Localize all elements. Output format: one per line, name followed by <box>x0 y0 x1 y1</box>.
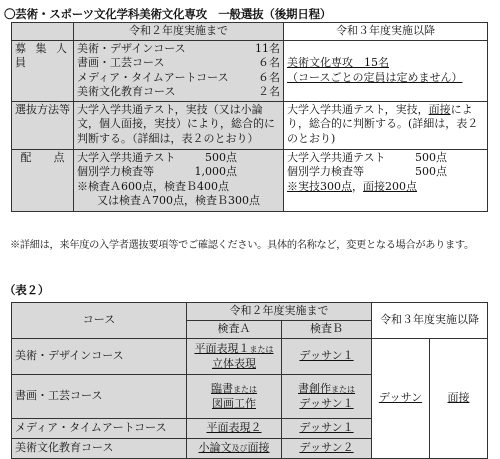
points-item: 大学入学共通テスト 500点 <box>77 150 237 164</box>
course-name: 書画・工芸コース <box>12 375 187 419</box>
exam-a-cell: 小論文及び面接 <box>187 439 282 459</box>
points-note: ※検査Ａ600点，検査Ｂ400点 <box>77 179 229 193</box>
course-name: 美術・デザインコース <box>12 339 187 375</box>
exam-b-cell: デッサン１ <box>282 339 372 375</box>
points-row <box>12 149 488 211</box>
header-r3: 令和３年度実施以降 <box>372 303 488 339</box>
selection-comparison-table <box>11 22 488 212</box>
points-note-alt: 又は検査Ａ700点，検査Ｂ300点 <box>97 194 260 207</box>
table-header-row <box>12 23 488 41</box>
points-item: 大学入学共通テスト 500点 <box>287 150 447 164</box>
exam-b-cell: 書創作または デッサン１ <box>282 375 372 419</box>
method-label: 選抜方法等 <box>12 101 74 149</box>
points-item: 個別学力検査等 1,000点 <box>77 165 237 178</box>
footnote: ※詳細は，来年度の入学者選抜要項等でご確認ください。具体的名称など，変更となる場合があります。 <box>10 240 474 251</box>
header-r3: 令和３年度実施以降 <box>284 23 488 41</box>
r3-exam-a-cell: デッサン <box>372 339 430 459</box>
header-course: コース <box>12 303 187 339</box>
course-count-row: 美術・デザインコース 11名 <box>77 41 280 55</box>
table2-header-row <box>12 303 488 321</box>
points-r2-cell <box>74 149 284 211</box>
points-note: ※実技300点，面接200点 <box>287 179 417 193</box>
header-r2: 令和２年度実施まで <box>187 303 372 321</box>
points-label: 配 点 <box>12 149 74 211</box>
recruit-r3-cell <box>284 40 488 101</box>
header-exam-b: 検査Ｂ <box>282 321 372 339</box>
points-item: 個別学力検査等 500点 <box>287 165 447 178</box>
exam-a-cell: 平面表現２ <box>187 419 282 439</box>
r3-exam-b-cell: 面接 <box>430 339 488 459</box>
header-blank-cell <box>12 23 74 41</box>
section-heading: 〇芸術・スポーツ文化学科美術文化専攻 一般選抜（後期日程） <box>4 7 332 21</box>
course-name: メディア・タイムアートコース <box>12 419 187 439</box>
exam-a-cell: 平面表現１または 立体表現 <box>187 339 282 375</box>
table2-heading: （表２） <box>4 283 50 297</box>
recruit-r3-quota: 美術文化専攻 15名 <box>287 56 389 69</box>
exam-a-cell: 臨書または 図画工作 <box>187 375 282 419</box>
header-exam-a: 検査Ａ <box>187 321 282 339</box>
method-r3-cell: 大学入学共通テスト，実技，面接により，総合的に判断する。(詳細は，表２のとおり) <box>284 101 488 149</box>
recruit-row <box>12 40 488 101</box>
method-r2-cell: 大学入学共通テスト，実技（又は小論文，個人面接，実技）により，総合的に判断する。（詳細は，表２のとおり） <box>74 101 284 149</box>
method-row <box>12 101 488 149</box>
recruit-r2-cell <box>74 40 284 101</box>
course-name: 美術文化教育コース <box>12 439 187 459</box>
header-r2: 令和２年度実施まで <box>74 23 284 41</box>
course-count-row: 美術文化教育コース ２名 <box>77 85 280 98</box>
recruit-r3-note: （コースごとの定員は定めません） <box>287 70 463 84</box>
exam-subjects-table <box>11 302 488 459</box>
table-row <box>12 339 488 375</box>
points-r3-cell <box>284 149 488 211</box>
exam-b-cell: デッサン２ <box>282 439 372 459</box>
exam-b-cell: デッサン１ <box>282 419 372 439</box>
course-count-row: 書画・工芸コース ６名 <box>77 56 280 69</box>
course-count-row: メディア・タイムアートコース ６名 <box>77 70 280 84</box>
recruit-label: 募 集 人 員 <box>12 40 74 101</box>
